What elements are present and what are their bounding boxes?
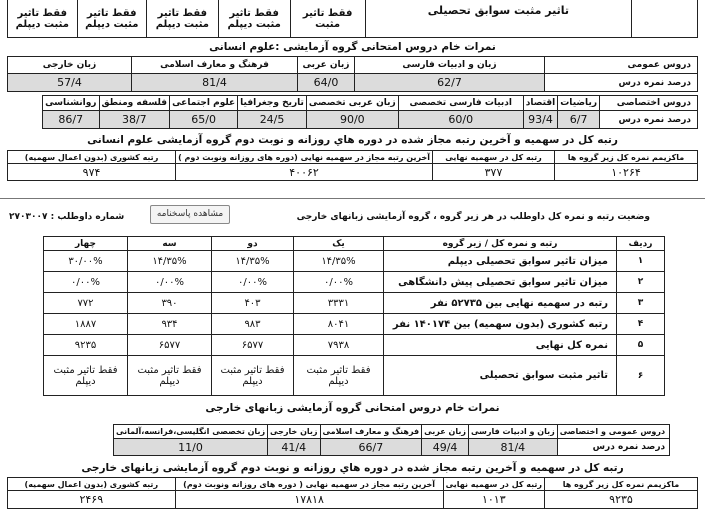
humanities-general-table	[7, 56, 698, 92]
subgroup-header: ردیف	[617, 237, 665, 251]
subgroup-table	[43, 236, 665, 396]
general-header: زبان خارجی	[8, 57, 132, 74]
special-value: 86/7	[43, 111, 100, 129]
languages-header: زبان خارجی	[268, 425, 320, 439]
subgroup-cell: ۱۴/۳۵%	[294, 251, 384, 272]
subgroup-cell: فقط تاثیر مثبت دیپلم	[128, 356, 212, 396]
subgroup-cell: ۰/۰۰%	[128, 272, 212, 293]
top-effect-cell: فقط تاثیر مثبت دیپلم	[218, 0, 290, 38]
rank-value: ۱۰۱۳	[443, 491, 544, 509]
rank-header: رتبه کشوری (بدون اعمال سهمیه)	[8, 478, 176, 491]
subgroup-cell: ۶۵۷۷	[212, 335, 294, 356]
languages-table	[113, 424, 670, 456]
rank-value: ۹۲۳۵	[545, 491, 698, 509]
subgroup-cell: ۱۴/۳۵%	[128, 251, 212, 272]
subgroup-cell: نمره کل نهایی	[384, 335, 617, 356]
subgroup-cell: ۹۲۳۵	[44, 335, 128, 356]
top-effect-cell: فقط تاثیر مثبت دیپلم	[8, 0, 78, 38]
languages-value: 81/4	[468, 439, 557, 456]
subgroup-cell: ۱	[617, 251, 665, 272]
subgroup-cell: ۳۳۳۱	[294, 293, 384, 314]
top-effect-cell: فقط تاثیر مثبت	[290, 0, 365, 38]
languages-value: 41/4	[268, 439, 320, 456]
general-value: 64/0	[298, 74, 355, 92]
special-header: زبان عربی تخصصی	[306, 96, 398, 111]
rank-header: رتبه کل در سهمیه نهایی	[433, 151, 555, 164]
special-value: 90/0	[306, 111, 398, 129]
rank-header: آخرین رتبه مجاز در سهمیه نهایی ( دوره های روزانه ونوبت دوم)	[175, 478, 443, 491]
general-value: 57/4	[8, 74, 132, 92]
general-header: فرهنگ و معارف اسلامی	[132, 57, 298, 74]
subgroup-cell: ۰/۰۰%	[294, 272, 384, 293]
humanities-rank-table	[7, 150, 698, 181]
subgroup-cell: رتبه در سهمیه نهایی بین ۵۲۷۳۵ نفر	[384, 293, 617, 314]
humanities-special-table	[42, 95, 698, 129]
rank-value: ۴۰۰۶۲	[176, 164, 433, 181]
general-row-head: دروس عمومی	[545, 57, 698, 74]
languages-value: 11/0	[114, 439, 268, 456]
special-header: روانشناسی	[43, 96, 100, 111]
subgroup-cell: ۳	[617, 293, 665, 314]
subgroup-cell: ۷۷۲	[44, 293, 128, 314]
rank-header: ماکزیمم نمره کل زیر گروه ها	[555, 151, 698, 164]
top-effect-cell: فقط تاثیر مثبت دیپلم	[77, 0, 146, 38]
rank-value: ۲۴۶۹	[8, 491, 176, 509]
subgroup-cell: فقط تاثیر مثبت دیپلم	[44, 356, 128, 396]
subgroup-cell: ۳۹۰	[128, 293, 212, 314]
status-title: وضعیت رتبه و نمره کل داوطلب در هر زیر گروه ، گروه آزمایشی زبانهای خارجی	[296, 212, 650, 222]
general-value: 81/4	[132, 74, 298, 92]
general-value: 62/7	[355, 74, 545, 92]
top-effect-table	[7, 0, 698, 38]
subgroup-cell: ۳۰/۰۰%	[44, 251, 128, 272]
rank-value: ۳۷۷	[433, 164, 555, 181]
languages-value: 49/4	[422, 439, 469, 456]
languages-rank-title: رتبه کل در سهمیه و آخرین رتبه مجاز شده در دوره هاي روزانه و نوبت دوم گروه آزمایشی زبانهای خارجی	[81, 462, 624, 474]
subgroup-cell: ۹۸۳	[212, 314, 294, 335]
subgroup-cell: ۰/۰۰%	[212, 272, 294, 293]
special-value: 24/5	[238, 111, 307, 129]
special-value: 38/7	[99, 111, 170, 129]
general-header: زبان و ادبیات فارسی	[355, 57, 545, 74]
languages-header: زبان تخصصی انگلیسی،فرانسه،آلمانی	[114, 425, 268, 439]
subgroup-cell: ۰/۰۰%	[44, 272, 128, 293]
special-header: فلسفه ومنطق	[99, 96, 170, 111]
subgroup-cell: ۴	[617, 314, 665, 335]
subgroup-header: سه	[128, 237, 212, 251]
special-header: اقتصاد	[523, 96, 558, 111]
subgroup-cell: رتبه کشوری (بدون سهمیه) بین ۱۴۰۱۷۴ نفر	[384, 314, 617, 335]
rank-value: ۱۰۲۶۴	[555, 164, 698, 181]
subgroup-cell: ۷۹۳۸	[294, 335, 384, 356]
languages-value: 66/7	[320, 439, 422, 456]
languages-header: زبان و ادبیات فارسی	[468, 425, 557, 439]
special-header: علوم اجتماعی	[170, 96, 238, 111]
subgroup-header: یک	[294, 237, 384, 251]
rank-header: رتبه کشوری (بدون اعمال سهمیه)	[8, 151, 176, 164]
special-header: ادبیات فارسی تخصصی	[398, 96, 523, 111]
special-row-label: درصد نمره درس	[600, 111, 698, 129]
subgroup-cell: ۸۰۴۱	[294, 314, 384, 335]
general-row-label: درصد نمره درس	[545, 74, 698, 92]
languages-row-head: دروس عمومی و اختصاصی	[557, 425, 669, 439]
rank-header: ماکزیمم نمره کل زیر گروه ها	[545, 478, 698, 491]
top-empty-cell	[632, 0, 698, 38]
languages-rank-table	[7, 477, 698, 509]
section-divider	[0, 198, 705, 199]
subgroup-cell: ۶۵۷۷	[128, 335, 212, 356]
special-value: 93/4	[523, 111, 558, 129]
special-header: تاریخ وجغرافیا	[238, 96, 307, 111]
subgroup-cell: ۵	[617, 335, 665, 356]
general-header: زبان عربی	[298, 57, 355, 74]
languages-row-label: درصد نمره درس	[557, 439, 669, 456]
special-header: ریاضیات	[558, 96, 600, 111]
top-effect-cell: فقط تاثیر مثبت دیپلم	[146, 0, 218, 38]
humanities-raw-title: نمرات خام دروس امتحانی گروه آزمایشی :علوم انسانی	[209, 41, 496, 53]
subgroup-cell: میزان تاثیر سوابق تحصیلی پیش دانشگاهی	[384, 272, 617, 293]
rank-value: ۱۷۸۱۸	[175, 491, 443, 509]
rank-value: ۹۷۴	[8, 164, 176, 181]
view-answer-sheet-button[interactable]: مشاهده پاسخنامه	[150, 205, 230, 224]
subgroup-cell: ۹۳۴	[128, 314, 212, 335]
subgroup-header: رتبه و نمره کل / زیر گروه	[384, 237, 617, 251]
languages-raw-title: نمرات خام دروس امتحانی گروه آزمایشی زبانهای خارجی	[205, 402, 500, 414]
rank-header: رتبه کل در سهمیه نهایی	[443, 478, 544, 491]
subgroup-header: چهار	[44, 237, 128, 251]
languages-header: فرهنگ و معارف اسلامی	[320, 425, 422, 439]
special-value: 60/0	[398, 111, 523, 129]
subgroup-cell: ۶	[617, 356, 665, 396]
subgroup-cell: تاثیر مثبت سوابق تحصیلی	[384, 356, 617, 396]
subgroup-cell: میزان تاثیر سوابق تحصیلی دیپلم	[384, 251, 617, 272]
subgroup-cell: ۱۴/۳۵%	[212, 251, 294, 272]
top-effect-cell: تاثیر مثبت سوابق تحصیلی	[365, 0, 631, 38]
rank-header: آخرین رتبه مجاز در سهمیه نهایی (دوره های روزانه ونوبت دوم )	[176, 151, 433, 164]
subgroup-cell: ۲	[617, 272, 665, 293]
special-value: 6/7	[558, 111, 600, 129]
subgroup-cell: فقط تاثیر مثبت دیپلم	[294, 356, 384, 396]
special-value: 65/0	[170, 111, 238, 129]
languages-header: زبان عربی	[422, 425, 469, 439]
subgroup-cell: ۴۰۳	[212, 293, 294, 314]
subgroup-cell: فقط تاثیر مثبت دیپلم	[212, 356, 294, 396]
subgroup-cell: ۱۸۸۷	[44, 314, 128, 335]
candidate-number: شماره داوطلب : ۲۷۰۳۰۰۷	[9, 212, 125, 222]
subgroup-header: دو	[212, 237, 294, 251]
special-row-head: دروس اختصاصی	[600, 96, 698, 111]
humanities-rank-title: رتبه کل در سهمیه و آخرین رتبه مجاز شده در دوره هاي روزانه و نوبت دوم گروه آزمایشی علوم انسانی	[87, 134, 618, 146]
